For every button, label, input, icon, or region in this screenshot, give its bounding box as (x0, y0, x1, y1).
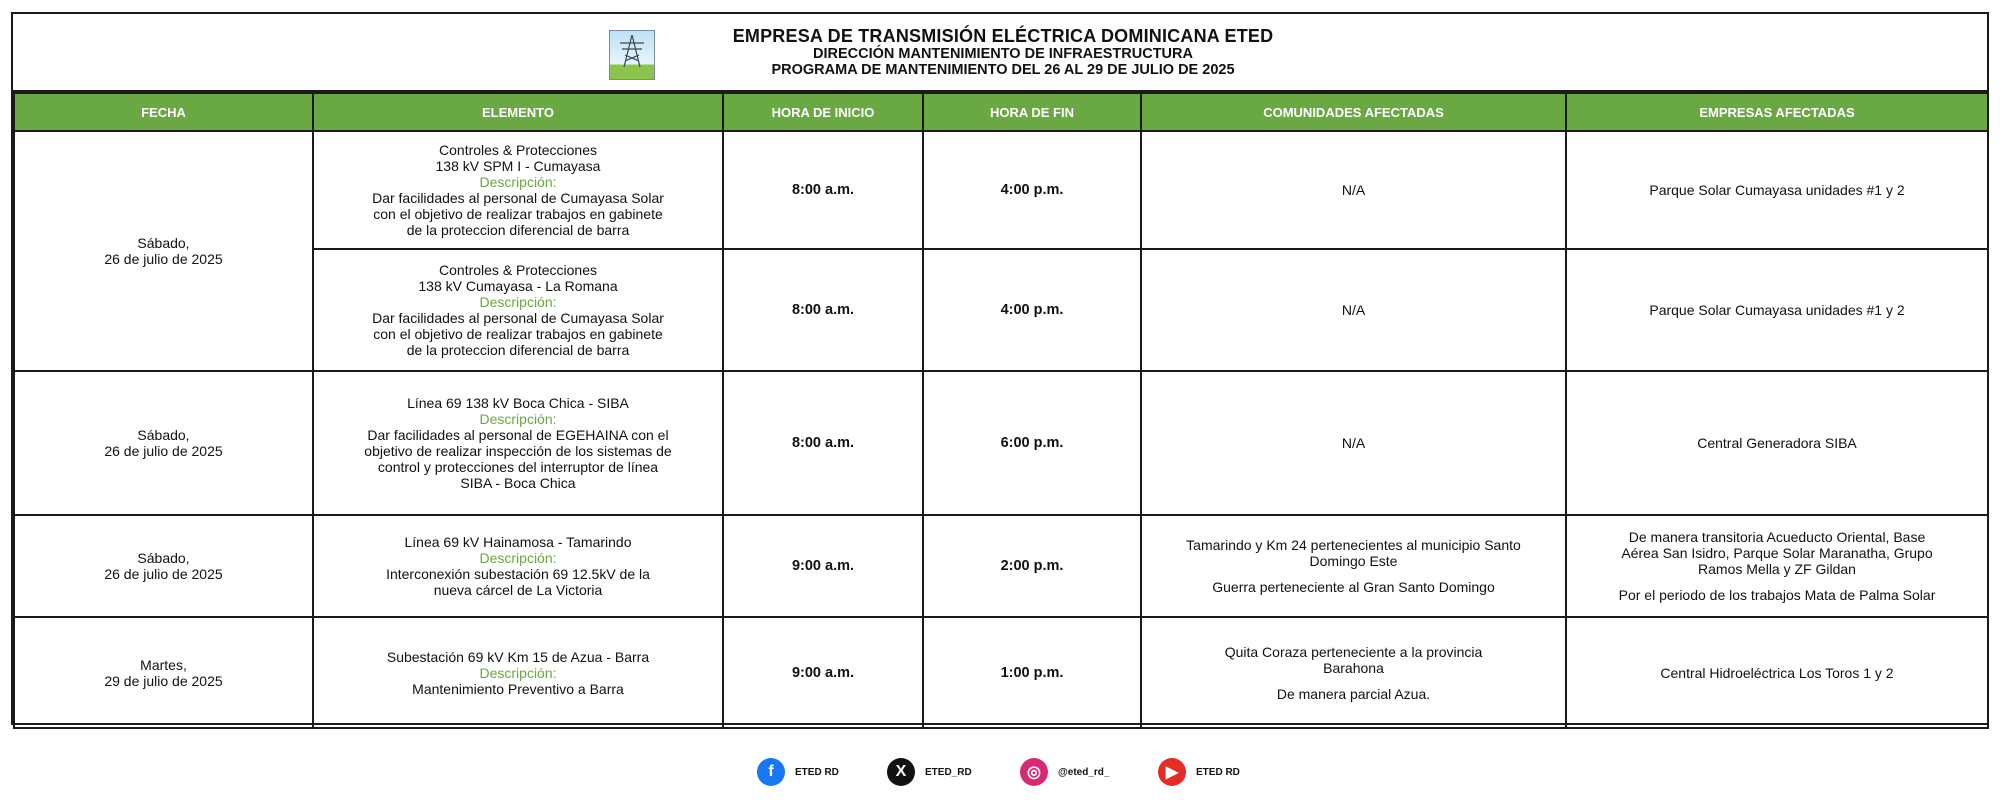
cell-line: Parque Solar Cumayasa unidades #1 y 2 (1649, 182, 1905, 198)
social-footer (0, 758, 2000, 788)
social-handle: ETED RD (795, 766, 839, 778)
cell-line: control y protecciones del interruptor de línea (377, 459, 659, 475)
table-header-row (14, 93, 1988, 131)
cell-hora-fin: 4:00 p.m. (923, 249, 1141, 371)
cell-line: Por el periodo de los trabajos Mata de Palma Solar (1618, 587, 1936, 603)
cell-line: Guerra perteneciente al Gran Santo Domingo (1212, 579, 1495, 595)
cell-line: de la proteccion diferencial de barra (406, 222, 630, 238)
cell-line: Quita Coraza perteneciente a la provincia (1224, 643, 1483, 660)
cell-line: 26 de julio de 2025 (104, 566, 223, 582)
social-handle: ETED RD (1196, 766, 1240, 778)
cell-line: Tamarindo y Km 24 pertenecientes al municipio Santo (1186, 537, 1521, 553)
cell-line: Interconexión subestación 69 12.5kV de la (386, 566, 650, 582)
cell-empresas (1566, 131, 1988, 249)
cell-line: 138 kV Cumayasa - La Romana (418, 278, 618, 294)
transmission-tower-icon (610, 31, 654, 79)
column-header-comunidades: COMUNIDADES AFECTADAS (1141, 93, 1566, 131)
cell-line: 138 kV SPM I - Cumayasa (435, 158, 601, 174)
cell-line: SIBA - Boca Chica (460, 475, 576, 491)
cell-comunidades (1141, 371, 1566, 515)
social-link-instagram[interactable] (1020, 758, 1109, 786)
cell-line: Sábado, (137, 235, 190, 251)
table-row (14, 131, 1988, 249)
cell-line: Subestación 69 kV Km 15 de Azua - Barra (386, 648, 650, 665)
cell-line: 26 de julio de 2025 (104, 251, 223, 267)
x-icon: X (887, 758, 915, 786)
program-title: PROGRAMA DE MANTENIMIENTO DEL 26 AL 29 DE JULIO DE 2025 (771, 62, 1235, 78)
column-header-hora-inicio: HORA DE INICIO (723, 93, 923, 131)
cell-comunidades (1141, 249, 1566, 371)
cell-elemento (313, 371, 723, 515)
social-link-x[interactable] (887, 758, 972, 786)
document-subtitle: DIRECCIÓN MANTENIMIENTO DE INFRAESTRUCTURA (813, 46, 1193, 62)
cell-elemento (313, 617, 723, 728)
cell-line: de la proteccion diferencial de barra (406, 342, 630, 358)
cell-line: Dar facilidades al personal de Cumayasa Solar (372, 190, 664, 206)
cell-line: N/A (1341, 302, 1366, 318)
cell-line: Martes, (140, 656, 187, 673)
cell-line: Dar facilidades al personal de EGEHAINA con el (367, 427, 669, 443)
description-label: Descripción: (479, 664, 557, 681)
cell-comunidades (1141, 617, 1566, 728)
column-header-empresas: EMPRESAS AFECTADAS (1566, 93, 1988, 131)
cell-line: Sábado, (137, 427, 190, 443)
cell-fecha (14, 617, 313, 728)
table-row (14, 617, 1988, 728)
table-row (14, 371, 1988, 515)
cell-line: Controles & Protecciones (439, 142, 597, 158)
cell-hora-fin: 2:00 p.m. (923, 515, 1141, 617)
cell-line: Ramos Mella y ZF Gildan (1698, 561, 1856, 577)
cell-comunidades (1141, 131, 1566, 249)
cell-line: De manera transitoria Acueducto Oriental, Base (1628, 529, 1926, 545)
column-header-elemento: ELEMENTO (313, 93, 723, 131)
cell-line: Controles & Protecciones (439, 262, 597, 278)
cell-hora-fin: 4:00 p.m. (923, 131, 1141, 249)
social-handle: ETED_RD (925, 766, 972, 778)
cell-fecha (14, 371, 313, 515)
cell-hora-inicio: 8:00 a.m. (723, 249, 923, 371)
social-link-facebook[interactable] (757, 758, 839, 786)
cell-line: Línea 69 138 kV Boca Chica - SIBA (407, 395, 629, 411)
cell-hora-inicio: 8:00 a.m. (723, 371, 923, 515)
cell-line: Parque Solar Cumayasa unidades #1 y 2 (1649, 302, 1905, 318)
cell-fecha (14, 131, 313, 371)
cell-line: Barahona (1323, 659, 1384, 676)
description-label: Descripción: (479, 550, 557, 566)
cell-line: N/A (1341, 435, 1366, 451)
cell-line: De manera parcial Azua. (1276, 685, 1431, 702)
cell-line: 29 de julio de 2025 (104, 672, 223, 689)
social-handle: @eted_rd_ (1058, 766, 1110, 778)
cell-elemento (313, 515, 723, 617)
cell-empresas (1566, 515, 1988, 617)
instagram-icon: ◎ (1020, 758, 1048, 786)
eted-logo (609, 30, 655, 80)
maintenance-schedule (11, 12, 1989, 725)
cell-line: Aérea San Isidro, Parque Solar Maranatha, Grupo (1621, 545, 1933, 561)
cell-line: objetivo de realizar inspección de los sistemas de (364, 443, 672, 459)
cell-line: Sábado, (137, 550, 190, 566)
cell-line: Central Generadora SIBA (1697, 435, 1857, 451)
cell-line: Central Hidroeléctrica Los Toros 1 y 2 (1660, 664, 1894, 681)
cell-empresas (1566, 617, 1988, 728)
cell-line: con el objetivo de realizar trabajos en gabinete (373, 326, 663, 342)
social-link-youtube[interactable] (1158, 758, 1240, 786)
cell-fecha (14, 515, 313, 617)
cell-line: 26 de julio de 2025 (104, 443, 223, 459)
cell-line: Dar facilidades al personal de Cumayasa Solar (372, 310, 664, 326)
cell-line: Mantenimiento Preventivo a Barra (412, 680, 624, 697)
cell-line: nueva cárcel de La Victoria (433, 582, 603, 598)
column-header-fecha: FECHA (14, 93, 313, 131)
description-label: Descripción: (479, 411, 557, 427)
description-label: Descripción: (479, 174, 557, 190)
cell-empresas (1566, 371, 1988, 515)
youtube-icon: ▶ (1158, 758, 1186, 786)
cell-line: Domingo Este (1309, 553, 1398, 569)
schedule-table (13, 92, 1989, 729)
cell-hora-fin: 6:00 p.m. (923, 371, 1141, 515)
cell-elemento (313, 131, 723, 249)
facebook-icon: f (757, 758, 785, 786)
description-label: Descripción: (479, 294, 557, 310)
cell-comunidades (1141, 515, 1566, 617)
table-row (14, 515, 1988, 617)
cell-hora-fin: 1:00 p.m. (923, 617, 1141, 728)
cell-hora-inicio: 9:00 a.m. (723, 617, 923, 728)
cell-empresas (1566, 249, 1988, 371)
cell-hora-inicio: 8:00 a.m. (723, 131, 923, 249)
cell-hora-inicio: 9:00 a.m. (723, 515, 923, 617)
cell-line: N/A (1341, 182, 1366, 198)
cell-elemento (313, 249, 723, 371)
document-header (13, 14, 1987, 92)
document-title: EMPRESA DE TRANSMISIÓN ELÉCTRICA DOMINICANA ETED (732, 26, 1274, 46)
cell-line: Línea 69 kV Hainamosa - Tamarindo (404, 534, 632, 550)
column-header-hora-fin: HORA DE FIN (923, 93, 1141, 131)
cell-line: con el objetivo de realizar trabajos en gabinete (373, 206, 663, 222)
